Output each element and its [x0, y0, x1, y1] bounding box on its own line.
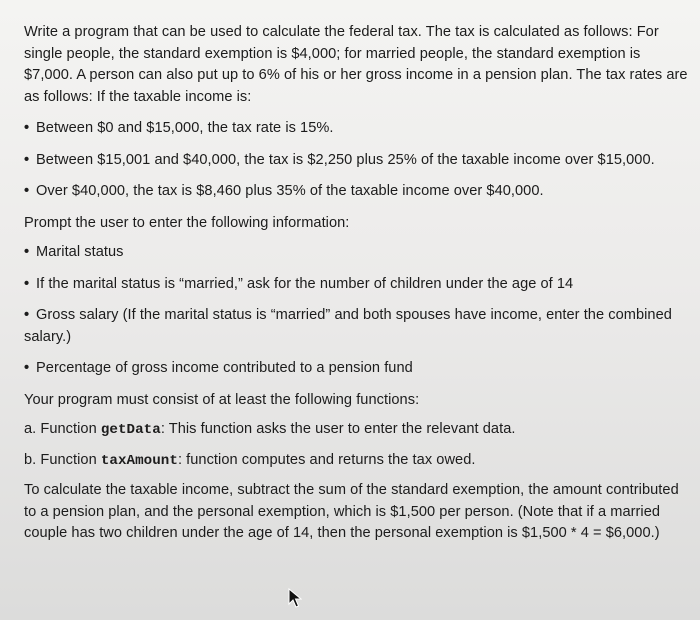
function-name: taxAmount [100, 452, 178, 469]
closing-paragraph: To calculate the taxable income, subtract the sum of the standard exemption, the amount contributed to a pension plan, and the personal exemption, which is $1,500 per person. (Note that if a married couple has two children under the age of 14, then the personal exemption is $1,500 * 4 = $6,000.) [24, 482, 679, 541]
prompt-text: Percentage of gross income contributed to a pension fund [36, 360, 413, 376]
tax-bracket-1 [24, 118, 692, 140]
intro-paragraph: Write a program that can be used to calculate the federal tax. The tax is calculated as follows: For single people, the standard exemption is $4,000; for married people, the standard exemption is $7,000. A person can also put up to 6% of his or her gross income in a pension plan. The tax rates are as follows: If the taxable income is: [24, 24, 688, 105]
bullet-icon: • [24, 360, 30, 376]
prompt-text: If the marital status is “married,” ask for the number of children under the age of 14 [36, 275, 574, 292]
mouse-pointer-icon [288, 588, 302, 608]
function-description: : function computes and returns the tax owed. [177, 451, 476, 468]
tax-bracket-text: Between $0 and $15,000, the tax rate is 15%. [36, 120, 334, 136]
bullet-icon: • [24, 120, 30, 136]
prompt-item-3 [24, 305, 692, 348]
prompt-text: Marital status [36, 244, 124, 260]
function-taxamount [24, 450, 692, 473]
tax-bracket-2 [24, 150, 692, 172]
prompt-intro: Prompt the user to enter the following information: [24, 214, 350, 231]
function-name: getData [100, 422, 161, 438]
bullet-icon: • [24, 151, 30, 168]
prompt-item-1 [24, 242, 692, 264]
function-getdata [24, 419, 692, 442]
prompt-text: Gross salary (If the marital status is “married” and both spouses have income, enter the combined salary.) [24, 307, 672, 345]
functions-intro: Your program must consist of at least the following functions: [24, 391, 420, 408]
bullet-icon: • [24, 275, 30, 292]
bullet-icon: • [24, 244, 30, 260]
function-prefix: a. Function [24, 421, 101, 437]
tax-bracket-text: Between $15,001 and $40,000, the tax is $2,250 plus 25% of the taxable income over $15,000. [36, 151, 655, 168]
bullet-icon: • [24, 183, 30, 199]
prompt-item-4 [24, 358, 692, 380]
bullet-icon: • [24, 307, 30, 323]
tax-bracket-text: Over $40,000, the tax is $8,460 plus 35% of the taxable income over $40,000. [36, 183, 544, 199]
tax-bracket-3 [24, 181, 692, 203]
function-prefix: b. Function [24, 451, 101, 468]
prompt-item-2 [24, 274, 692, 296]
problem-text [24, 22, 692, 553]
function-description: : This function asks the user to enter the relevant data. [160, 421, 516, 437]
